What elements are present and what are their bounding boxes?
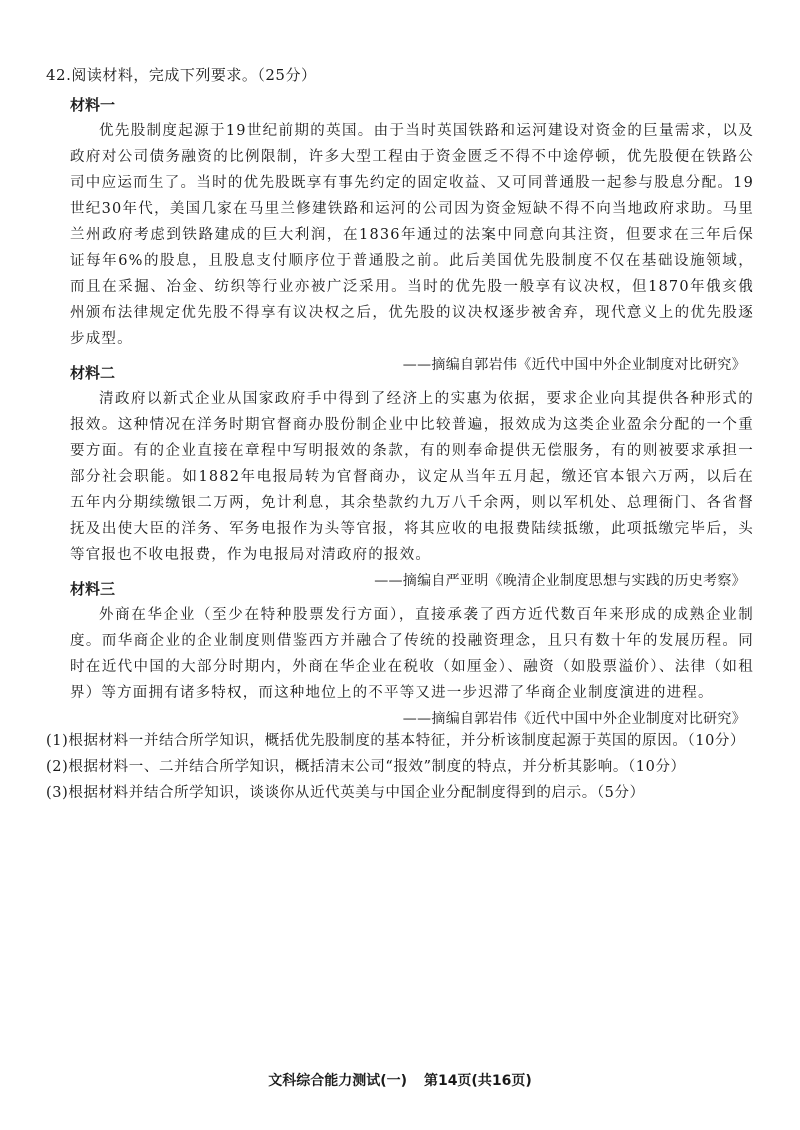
material-text: 清政府以新式企业从国家政府手中得到了经济上的实惠为依据，要求企业向其提供各种形式的报效。这种情况在洋务时期官督商办股份制企业中比较普遍，报效成为这类企业盈余分配的一个重要方面。有的企业直接在章程中写明报效的条款，有的则奉命提供无偿服务，有的则被要求承担一部分社会职能。如1882年电报局转为官督商办，议定从当年五月起，缴还官本银六万两，以后在五年内分期续缴银二万两，免计利息，其余垫款约九万八千余两，则以军机处、总理衙门、各省督抚及出使大臣的洋务、军务电报作为头等官报，将其应收的电报费陆续抵缴，此项抵缴完毕后，头等官报也不收电报费，作为电报局对清政府的报效。 xyxy=(70,391,754,563)
material-heading: 材料一 xyxy=(70,96,116,114)
sub-question-3: (3)根据材料并结合所学知识，谈谈你从近代英美与中国企业分配制度得到的启示。（5分） xyxy=(46,785,645,801)
question-title: 42.阅读材料，完成下列要求。（25分） xyxy=(46,66,317,84)
material-heading: 材料三 xyxy=(70,580,116,598)
material-source: ——摘编自郭岩伟《近代中国中外企业制度对比研究》 xyxy=(402,357,746,373)
material-source: ——摘编自严亚明《晚清企业制度思想与实践的历史考察》 xyxy=(374,573,746,589)
material-section-1 xyxy=(46,92,754,378)
page-footer xyxy=(0,1070,800,1090)
material-text: 外商在华企业（至少在特种股票发行方面），直接承袭了西方近代数百年来形成的成熟企业制度。而华商企业的企业制度则借鉴西方并融合了传统的投融资理念，且只有数十年的发展历程。同时在近代中国的大部分时期内，外商在华企业在税收（如厘金）、融资（如股票溢价）、法律（如租界）等方面拥有诸多特权，而这种地位上的不平等又进一步迟滞了华商企业制度演进的进程。 xyxy=(70,607,754,701)
material-heading: 材料二 xyxy=(70,364,116,382)
material-source: ——摘编自郭岩伟《近代中国中外企业制度对比研究》 xyxy=(402,711,746,727)
page-number: 第14页(共16页) xyxy=(423,1073,532,1089)
sub-question-2: (2)根据材料一、二并结合所学知识，概括清末公司“报效”制度的特点，并分析其影响。（10分） xyxy=(46,759,686,775)
material-section-2 xyxy=(46,360,754,594)
sub-questions xyxy=(46,728,754,806)
exam-name: 文科综合能力测试(一) xyxy=(268,1073,408,1089)
material-section-3 xyxy=(46,576,754,732)
material-text: 优先股制度起源于19世纪前期的英国。由于当时英国铁路和运河建设对资金的巨量需求，以及政府对公司债务融资的比例限制，许多大型工程由于资金匮乏不得不中途停顿，优先股便在铁路公司中应运而生了。当时的优先股既享有事先约定的固定收益、又可同普通股一起参与股息分配。19世纪30年代，美国几家在马里兰修建铁路和运河的公司因为资金短缺不得不向当地政府求助。马里兰州政府考虑到铁路建成的巨大利润，在1836年通过的法案中同意向其注资，但要求在三年后保证每年6%的股息，且股息支付顺序位于普通股之前。此后美国优先股制度不仅在基础设施领域，而且在采掘、冶金、纺织等行业亦被广泛采用。当时的优先股一般享有议决权，但1870年俄亥俄州颁布法律规定优先股不得享有议决权之后，优先股的议决权逐步被舍弃，现代意义上的优先股逐步成型。 xyxy=(70,123,754,347)
sub-question-1: (1)根据材料一并结合所学知识，概括优先股制度的基本特征，并分析该制度起源于英国的原因。（10分） xyxy=(46,733,746,749)
